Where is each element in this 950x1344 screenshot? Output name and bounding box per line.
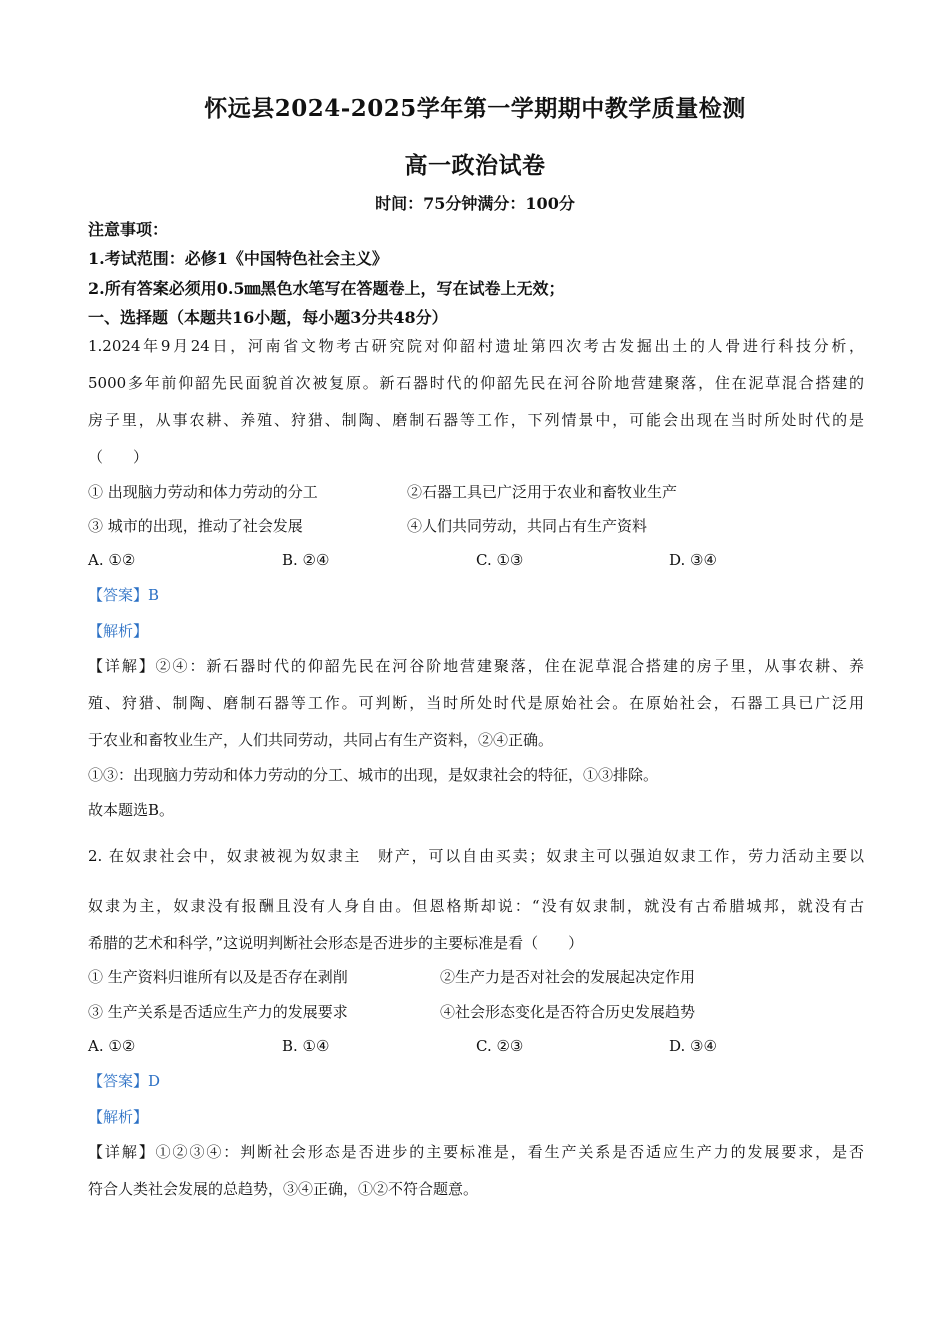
q1-detail-line: 于农业和畜牧业生产，人们共同劳动，共同占有生产资料，②④正确。 [88,731,554,749]
q1-stem-line: 5000多年前仰韶先民面貌首次被复原。新石器时代的仰韶先民在河谷阶地营建聚落，住在泥草混合搭建的 [88,374,864,392]
q2-statement: ②生产力是否对社会的发展起决定作用 [440,968,696,986]
q2-statement: ③ 生产关系是否适应生产力的发展要求 [88,1003,348,1021]
q2-choice-c: C. ②③ [476,1037,524,1055]
q2-detail-line: 符合人类社会发展的总趋势，③④正确，①②不符合题意。 [88,1180,479,1198]
q1-detail-line: ①③：出现脑力劳动和体力劳动的分工、城市的出现，是奴隶社会的特征，①③排除。 [88,766,659,784]
q1-answer-blank: （ ） [88,448,149,466]
q2-choice-b: B. ①④ [282,1037,330,1055]
q2-statement: ④社会形态变化是否符合历史发展趋势 [440,1003,696,1021]
notice-item: 2.所有答案必须用0.5㎜黑色水笔写在答题卷上，写在试卷上无效； [88,279,565,298]
q1-statement: ②石器工具已广泛用于农业和畜牧业生产 [407,483,678,501]
notice-heading: 注意事项： [88,220,169,239]
q1-statement: ① 出现脑力劳动和体力劳动的分工 [88,483,318,501]
exam-subtitle: 高一政治试卷 [404,152,546,179]
q1-stem-line: 房子里，从事农耕、养殖、狩猎、制陶、磨制石器等工作，下列情景中，可能会出现在当时所处时代的是 [88,411,864,429]
q1-detail-line: 殖、狩猎、制陶、磨制石器等工作。可判断，当时所处时代是原始社会。在原始社会，石器工具已广泛用 [88,694,864,712]
section-heading: 一、选择题（本题共16小题，每小题3分共48分） [88,308,448,327]
q1-stem-line: 1.2024年9月24日，河南省文物考古研究院对仰韶村遗址第四次考古发掘出土的人骨进行科技分析， [88,337,864,355]
q1-answer-text: 【答案】B [88,586,160,604]
q2-stem-line: 希腊的艺术和科学，”这说明判断社会形态是否进步的主要标准是看（ ） [88,934,584,952]
q1-choice-c: C. ①③ [476,551,524,569]
q2-choice-d: D. ③④ [669,1037,717,1055]
q1-choice-b: B. ②④ [282,551,330,569]
q2-detail-line: 【详解】①②③④：判断社会形态是否进步的主要标准是，看生产关系是否适应生产力的发展要求，是否 [88,1143,864,1161]
notice-item: 1.考试范围：必修1《中国特色社会主义》 [88,249,388,268]
q1-choice-d: D. ③④ [669,551,717,569]
exam-title: 怀远县2024-2025学年第一学期期中教学质量检测 [204,95,746,122]
q2-stem-line: 2. 在奴隶社会中，奴隶被视为奴隶主 财产，可以自由买卖；奴隶主可以强迫奴隶工作，劳力活动主要以 [88,847,864,865]
q2-stem-line: 奴隶为主，奴隶没有报酬且没有人身自由。但恩格斯却说：“没有奴隶制，就没有古希腊城邦，就没有古 [88,897,864,915]
q1-detail-line: 【详解】②④：新石器时代的仰韶先民在河谷阶地营建聚落，住在泥草混合搭建的房子里，从事农耕、养 [88,657,864,675]
q1-statement: ③ 城市的出现，推动了社会发展 [88,517,303,535]
q2-answer [88,1071,864,1091]
q1-answer [88,585,864,605]
q2-analysis-label: 【解析】 [88,1108,149,1126]
q1-statement: ④人们共同劳动，共同占有生产资料 [407,517,648,535]
q1-analysis-label: 【解析】 [88,622,149,640]
time-info: 时间：75分钟满分：100分 [375,194,575,213]
q2-statement: ① 生产资料归谁所有以及是否存在剥削 [88,968,348,986]
q2-answer-text: 【答案】D [88,1072,161,1090]
q2-choice-a: A. ①② [88,1037,136,1055]
q1-choice-a: A. ①② [88,551,136,569]
q1-detail-line: 故本题选B。 [88,801,175,819]
